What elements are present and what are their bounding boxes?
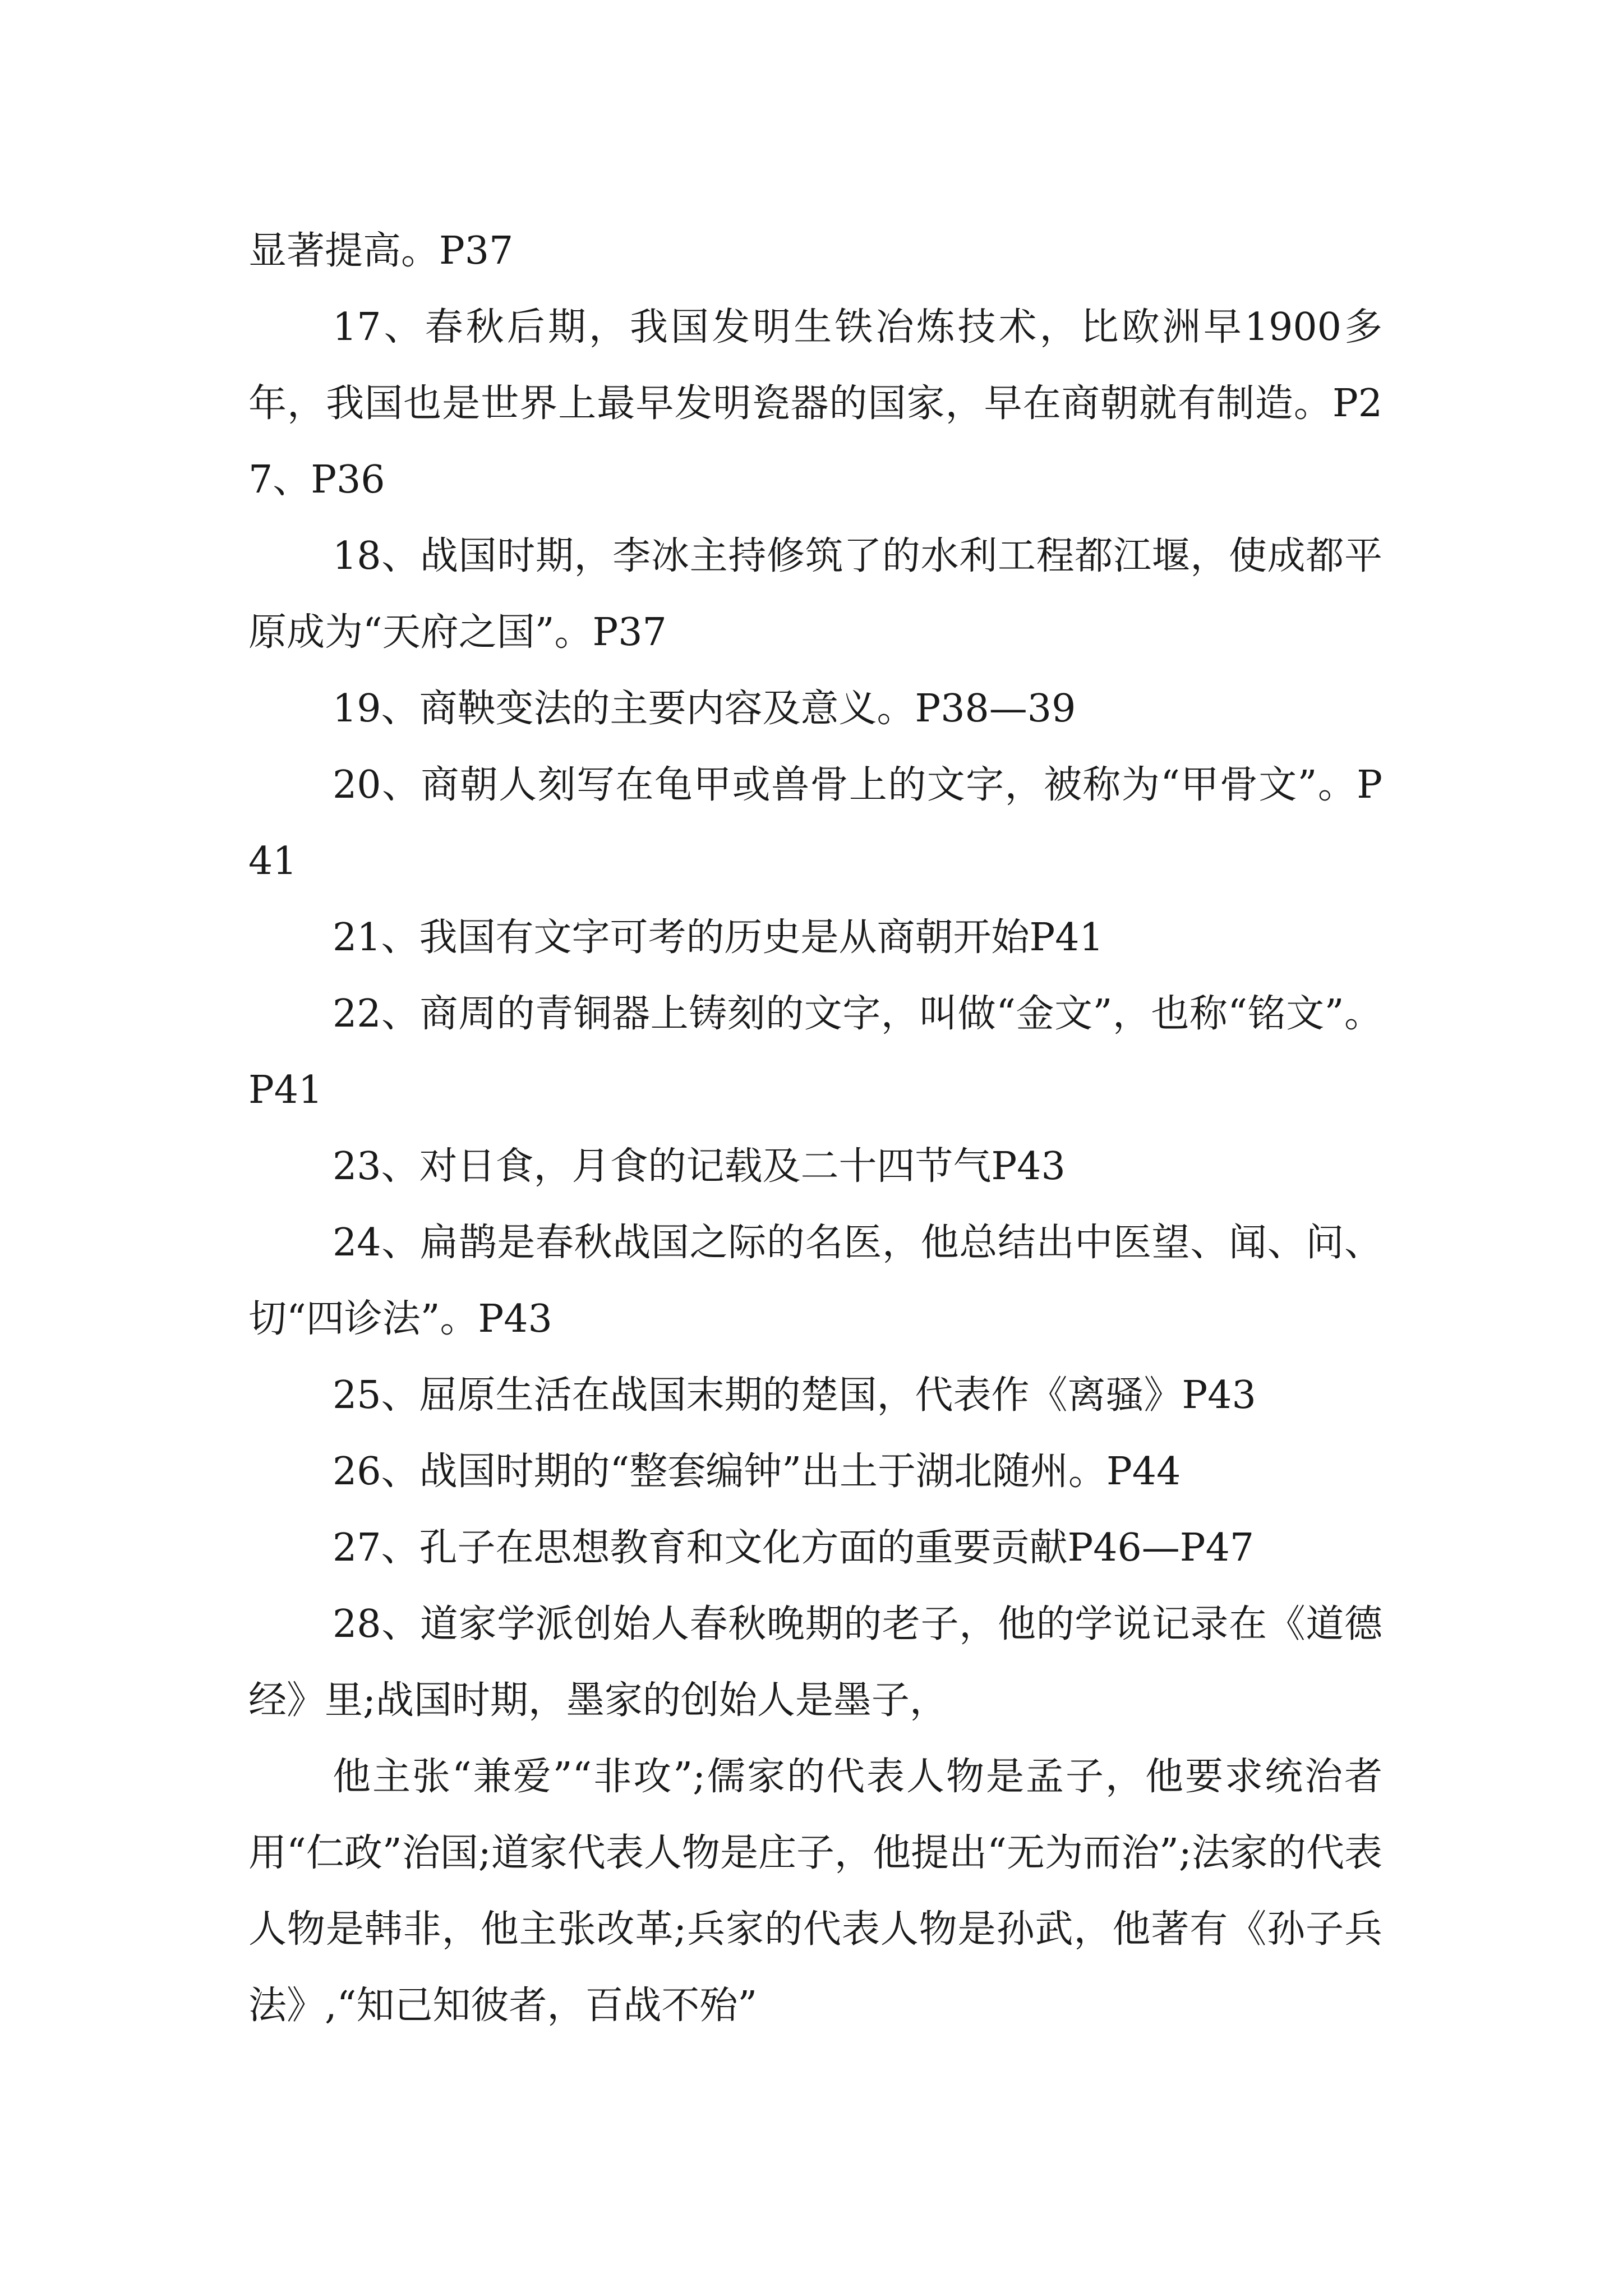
paragraph-item-22: 22、商周的青铜器上铸刻的文字，叫做“金文”，也称“铭文”。P41: [248, 992, 1382, 1112]
paragraph-item-25: 25、屈原生活在战国末期的楚国，代表作《离骚》P43: [333, 1373, 1256, 1418]
paragraph-item-17: 17、春秋后期，我国发明生铁冶炼技术，比欧洲早1900多年，我国也是世界上最早发明瓷器的国家，早在商朝就有制造。P27、P36: [248, 305, 1382, 502]
paragraph-continuation: 显著提高。P37: [248, 229, 514, 273]
paragraph-item-28: 28、道家学派创始人春秋晚期的老子，他的学说记录在《道德经》里;战国时期，墨家的创始人是墨子，: [248, 1602, 1382, 1723]
paragraph-item-19: 19、商鞅变法的主要内容及意义。P38—39: [333, 687, 1076, 731]
paragraph-item-26: 26、战国时期的“整套编钟”出土于湖北随州。P44: [333, 1450, 1181, 1494]
paragraph-item-20: 20、商朝人刻写在龟甲或兽骨上的文字，被称为“甲骨文”。P41: [248, 763, 1382, 884]
paragraph-item-24: 24、扁鹊是春秋战国之际的名医，他总结出中医望、闻、问、切“四诊法”。P43: [248, 1221, 1382, 1341]
paragraph-item-23: 23、对日食，月食的记载及二十四节气P43: [333, 1144, 1066, 1189]
paragraph-item-18: 18、战国时期，李冰主持修筑了的水利工程都江堰，使成都平原成为“天府之国”。P37: [248, 534, 1382, 655]
document-body: [248, 213, 1382, 2044]
paragraph-item-27: 27、孔子在思想教育和文化方面的重要贡献P46—P47: [333, 1526, 1255, 1570]
paragraph-item-28-continued: 他主张“兼爱”“非攻”;儒家的代表人物是孟子，他要求统治者用“仁政”治国;道家代表人物是庄子，他提出“无为而治”;法家的代表人物是韩非，他主张改革;兵家的代表人物是孙武，他著有《孙子兵法》,“知己知彼者，百战不殆”: [248, 1755, 1382, 2028]
paragraph-item-21: 21、我国有文字可考的历史是从商朝开始P41: [333, 915, 1104, 960]
